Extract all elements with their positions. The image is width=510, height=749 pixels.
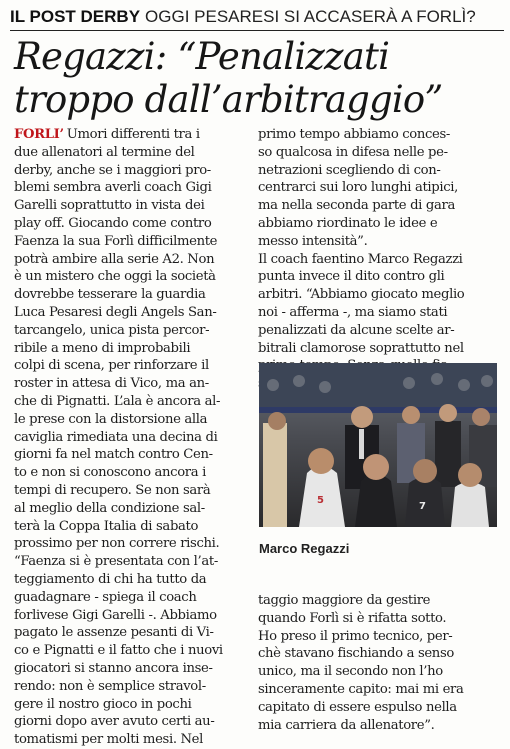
article-column-1-line: blemi sembra averli coach Gigi	[14, 180, 212, 196]
article-column-1-line: giocatori si stanno ancora inse-	[14, 660, 213, 676]
article-column-2-bottom	[258, 592, 498, 734]
article-column-1-line: giorni fa nel match contro Cen-	[14, 447, 213, 463]
article-column-1-line: prossimo per non correre rischi.	[14, 536, 220, 552]
coach-photo	[259, 363, 497, 527]
article-column-1-line: Faenza la sua Forlì difficilmente	[14, 233, 218, 249]
headline	[14, 35, 504, 121]
article-column-2-top-line: ma nella seconda parte di gara	[258, 198, 455, 214]
article-column-1-line: Garelli soprattutto in vista dei	[14, 198, 205, 214]
article-column-1-line: co e Pignatti e il fatto che i nuovi	[14, 643, 223, 659]
article-column-1-line: giorni dopo aver avuto certi au-	[14, 714, 215, 730]
article-column-2-top-line: netrazioni scegliendo di con-	[258, 162, 441, 178]
article-column-2-bottom-line: taggio maggiore da gestire	[258, 593, 431, 608]
article-column-1-line: è un mistero che oggi la società	[14, 269, 216, 285]
svg-text:7: 7	[419, 501, 426, 512]
article-column-1-line: caviglia rimediata una decina di	[14, 429, 218, 445]
headline-line-1: Regazzi: “Penalizzati	[14, 35, 390, 78]
article-column-1-line: derby, anche se i maggiori pro-	[14, 162, 211, 178]
article-column-1-line: pagato le assenze pesanti di Vi-	[14, 625, 214, 641]
article-column-1-line: play off. Giocando come contro	[14, 215, 212, 231]
article-column-2-bottom-line: unico, ma il secondo non l’ho	[258, 664, 443, 680]
article-column-1-line: rendo: non è semplice stravol-	[14, 678, 206, 694]
article-column-1-line: potrà ambire alla serie A2. Non	[14, 251, 215, 267]
article-column-2-bottom-line: capitato di essere espulso nella	[258, 699, 457, 715]
article-column-2-bottom-line: sinceramente capito: mai mi era	[258, 681, 464, 697]
kicker	[10, 6, 504, 28]
article-column-2-top-line: Il coach faentino Marco Regazzi	[258, 251, 463, 267]
headline-line-2: troppo dall’arbitraggio”	[14, 78, 443, 121]
article-column-2-top-line: penalizzati da alcune scelte ar-	[258, 322, 455, 338]
article-column-1-line: al meglio della condizione sal-	[14, 500, 205, 516]
article-column-2-top	[258, 126, 498, 393]
article-column-2-top-line: primo tempo abbiamo conces-	[258, 127, 451, 142]
kicker-tag: IL POST DERBY	[10, 7, 141, 26]
kicker-text: OGGI PESARESI SI ACCASERÀ A FORLÌ?	[145, 7, 476, 26]
article-column-2-top-line: arbitri. “Abbiamo giocato meglio	[258, 287, 465, 303]
article-column-1-line: “Faenza si è presentata con l’at-	[14, 554, 218, 570]
svg-text:5: 5	[317, 495, 324, 506]
article-column-2-top-line: centrarci sui loro lunghi atipici,	[258, 180, 458, 196]
article-column-2-top-line: punta invece il dito contro gli	[258, 269, 445, 285]
article-column-1-line: terà la Coppa Italia di sabato	[14, 518, 199, 534]
article-column-1-line: gere il nostro gioco in pochi	[14, 696, 192, 712]
article-column-2-top-line: bitrali clamorose soprattutto nel	[258, 340, 464, 356]
article-column-1-line: tomatismi per molti mesi. Nel	[14, 732, 204, 748]
article-column-2-bottom-line: mia carriera da allenatore”.	[258, 717, 435, 733]
article-column-1-line: to e non si conoscono ancora i	[14, 465, 206, 481]
article-column-1-line: tempi di recupero. Se non sarà	[14, 482, 211, 498]
kicker-rule	[10, 30, 504, 31]
article-column-1-line: che di Pignatti. L’ala è ancora al-	[14, 393, 221, 409]
article-column-1-line: forlivese Gigi Garelli -. Abbiamo	[14, 607, 217, 623]
article-column-1-line: le prese con la distorsione alla	[14, 411, 208, 427]
article-column-1-line: guadagnare - spiega il coach	[14, 589, 197, 605]
article-column-2-bottom-line: Ho preso il primo tecnico, per-	[258, 628, 453, 644]
article-column-1-line: roster in attesa di Vico, ma an-	[14, 376, 209, 392]
article-first-line-text: Umori differenti tra i	[66, 127, 200, 142]
article-column-1-line: tarcangelo, unica pista percor-	[14, 322, 210, 338]
article-column-2-top-line: noi - afferma -, ma siamo stati	[258, 304, 448, 320]
article-column-2-top-line: abbiamo riordinato le idee e	[258, 215, 438, 231]
article-column-2-bottom-line: quando Forlì si è rifatta sotto.	[258, 610, 447, 626]
article-column-2-bottom-line: chè stavano fischiando a senso	[258, 646, 454, 662]
photo-caption: Marco Regazzi	[259, 541, 350, 556]
bench-scene-image	[259, 363, 497, 527]
article-first-line	[14, 126, 242, 144]
article-column-1-line: due allenatori al termine del	[14, 144, 195, 160]
article-column-1	[14, 126, 242, 749]
article-column-2-top-line: so qualcosa in difesa nelle pe-	[258, 144, 448, 160]
article-column-2-top-line: messo intensità”.	[258, 233, 368, 249]
dateline: FORLI’	[14, 127, 64, 142]
article-column-1-line: dovrebbe tesserare la guardia	[14, 287, 206, 303]
article-column-1-line: ribile a meno di improbabili	[14, 340, 191, 356]
article-column-1-line: teggiamento di chi ha tutto da	[14, 571, 207, 587]
article-column-1-line: colpi di scena, per rinforzare il	[14, 358, 209, 374]
article-column-1-line: Luca Pesaresi degli Angels San-	[14, 304, 217, 320]
